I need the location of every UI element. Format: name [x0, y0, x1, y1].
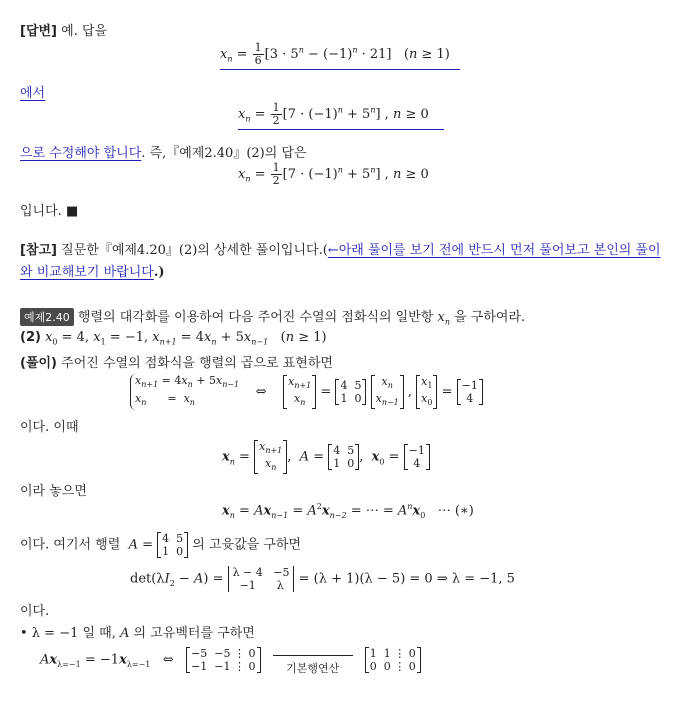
eigenvector-equation: $Ax_{\lambda=-1} = -1x_{\lambda=-1}$ ⇔ −5 −5 ⋮ 0 −1 −1 ⋮ 0 기본행연산 1 1 ⋮ 0 0 0 ⋮ 0 [40, 644, 421, 676]
det-result: = (λ + 1)(λ − 5) = 0 ⇒ λ = −1, 5 [298, 571, 515, 587]
text-then: 이다. 이때 [20, 420, 79, 435]
note-close: .) [153, 265, 165, 280]
text-eigen: 의 고윳값을 구하면 [192, 537, 302, 553]
solution-label: (풀이) [20, 356, 57, 371]
answer-end: 입니다. ■ [20, 204, 79, 219]
answer-from: 에서 [20, 86, 46, 101]
equation-original: $x_n$ = $\frac{1}{6}$ $[3 \cdot 5^n - (-1)^n \cdot 21]$ (n ≥ 1) [220, 42, 460, 70]
vector-definitions: $x_n = x_{n+1}$ $x_n$, A = 4 5 1 0 , $x_0 = -1$ 4 [222, 440, 430, 474]
example-badge: 예제2.40 [20, 308, 74, 326]
text-let: 이라 놓으면 [20, 484, 87, 499]
row-op-label: 기본행연산 [286, 662, 340, 675]
text-here: 이다. 여기서 행렬 [20, 537, 121, 553]
note-text: 질문한『예제4.20』(2)의 상세한 풀이입니다.( [61, 243, 328, 258]
row-op-arrow [273, 644, 353, 676]
answer-fix-rest: . 즉,『예제2.40』(2)의 답은 [141, 146, 307, 161]
part-label: (2) [20, 330, 41, 345]
note-block [20, 240, 664, 284]
bullet-tail: 의 고유벡터를 구하면 [133, 626, 255, 641]
note-label: [참고] [20, 243, 57, 258]
example-part: (2) $x_0 = 4$, $x_1 = -1$, $x_{n+1} = 4x_n + 5x_{n-1}$ (n ≥ 1) [20, 330, 327, 347]
system-equation: $x_{n+1} = 4x_n + 5x_{n-1}$ $x_n$ = $x_n$ ⇔ $x_{n+1}$ $x_n = 4$ 5 1 0 $x_n$ $x_{n-1}$ , $x_1$ $x_0 = -1$ 4 [130, 374, 483, 410]
text-is: 이다. [20, 604, 50, 619]
solution-line [20, 352, 333, 371]
star-mark: ⋯ (∗) [437, 503, 474, 519]
answer-label: [답변] [20, 24, 57, 39]
solution-text: 주어진 수열의 점화식을 행렬의 곱으로 표현하면 [61, 356, 333, 371]
answer-line [20, 20, 107, 39]
determinant-equation: $\det(\lambda I_2 - A) = \lambda - 4 -5$ −1 λ = (λ + 1)(λ − 5) = 0 ⇒ λ = −1, 5 [130, 566, 515, 592]
answer-intro: 예. 답을 [61, 24, 108, 39]
bullet-text: • λ = −1 일 때, [20, 626, 116, 641]
answer-fix: 으로 수정해야 합니다 [20, 146, 142, 161]
matrix-line: 이다. 여기서 행렬 A = 4 5 1 0 의 고윳값을 구하면 [20, 532, 302, 558]
bullet-line: • λ = −1 일 때, A 의 고유벡터를 구하면 [20, 626, 255, 641]
equation-corrected: $x_n$ = $\frac{1}{2}$ $[7 \cdot (-1)^n + 5^n]$ , n ≥ 0 [238, 102, 444, 130]
equation-final: $x_n$ = $\frac{1}{2}$ $[7 \cdot (-1)^n + 5^n]$ , n ≥ 0 [238, 161, 429, 187]
recurrence-vector: $x_n = Ax_{n-1} = A^2x_{n-2}$ = ⋯ = $A^nx_0$ ⋯ (∗) [222, 502, 474, 520]
note-link[interactable]: ←아래 풀이를 보기 전에 반드시 먼저 풀어보고 본인의 풀이와 비교해보기 바랍니다 [20, 243, 661, 280]
example-title-tail: 을 구하여라. [454, 310, 526, 325]
answer-fix-line [20, 142, 307, 161]
example-title: 행렬의 대각화를 이용하여 다음 주어진 수열의 점화식의 일반항 [77, 310, 434, 325]
example-title-line: 예제2.40 행렬의 대각화를 이용하여 다음 주어진 수열의 점화식의 일반항 $x_n$ 을 구하여라. [20, 306, 525, 327]
